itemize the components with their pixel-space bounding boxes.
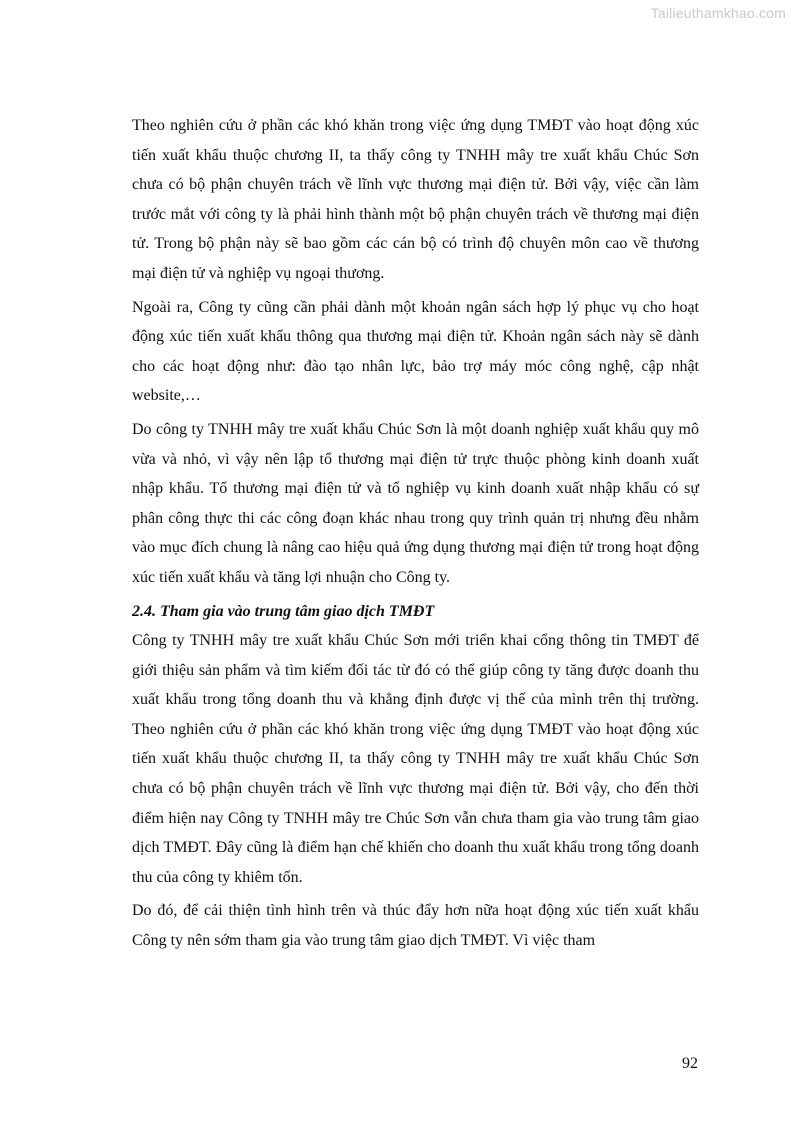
paragraph-4: Công ty TNHH mây tre xuất khẩu Chúc Sơn mới triển khai cổng thông tin TMĐT để giới thiệu sản phẩm và tìm kiếm đối tác từ đó có thể giúp công ty tăng được doanh thu xuất khẩu trong tổng doanh thu và khẳng định được vị thế của mình trên thị trường. Theo nghiên cứu ở phần các khó khăn trong việc ứng dụng TMĐT vào hoạt động xúc tiến xuất khẩu thuộc chương II, ta thấy công ty TNHH mây tre xuất khẩu Chúc Sơn chưa có bộ phận chuyên trách về lĩnh vực thương mại điện tử. Bởi vậy, cho đến thời điểm hiện nay Công ty TNHH mây tre Chúc Sơn vẫn chưa tham gia vào trung tâm giao dịch TMĐT. Đây cũng là điểm hạn chế khiến cho doanh thu xuất khẩu trong tổng doanh thu của công ty khiêm tốn. — [132, 632, 699, 886]
watermark: Tailieuthamkhao.com — [650, 5, 786, 21]
document-body — [132, 111, 699, 960]
paragraph-3: Do công ty TNHH mây tre xuất khẩu Chúc Sơn là một doanh nghiệp xuất khẩu quy mô vừa và nhỏ, vì vậy nên lập tổ thương mại điện tử trực thuộc phòng kinh doanh xuất nhập khẩu. Tổ thương mại điện tử và tổ nghiệp vụ kinh doanh xuất nhập khẩu có sự phân công thực thi các công đoạn khác nhau trong quy trình quản trị nhưng đều nhằm vào mục đích chung là nâng cao hiệu quả ứng dụng thương mại điện tử trong hoạt động xúc tiến xuất khẩu và tăng lợi nhuận cho Công ty. — [132, 420, 699, 586]
paragraph-5: Do đó, để cải thiện tình hình trên và thúc đẩy hơn nữa hoạt động xúc tiến xuất khẩu Công ty nên sớm tham gia vào trung tâm giao dịch TMĐT. Vì việc tham — [132, 902, 699, 950]
paragraph-2: Ngoài ra, Công ty cũng cần phải dành một khoản ngân sách hợp lý phục vụ cho hoạt động xúc tiến xuất khẩu thông qua thương mại điện tử. Khoản ngân sách này sẽ dành cho các hoạt động như: đào tạo nhân lực, bảo trợ máy móc công nghệ, cập nhật website,… — [132, 298, 699, 405]
page-number: 92 — [682, 1055, 698, 1072]
paragraph-1: Theo nghiên cứu ở phần các khó khăn trong việc ứng dụng TMĐT vào hoạt động xúc tiến xuất khẩu thuộc chương II, ta thấy công ty TNHH mây tre xuất khẩu Chúc Sơn chưa có bộ phận chuyên trách về lĩnh vực thương mại điện tử. Bởi vậy, việc cần làm trước mắt với công ty là phải hình thành một bộ phận chuyên trách về thương mại điện tử. Trong bộ phận này sẽ bao gồm các cán bộ có trình độ chuyên môn cao về thương mại điện tử và nghiệp vụ ngoại thương. — [132, 117, 699, 282]
section-heading: 2.4. Tham gia vào trung tâm giao dịch TMĐT — [132, 602, 435, 620]
